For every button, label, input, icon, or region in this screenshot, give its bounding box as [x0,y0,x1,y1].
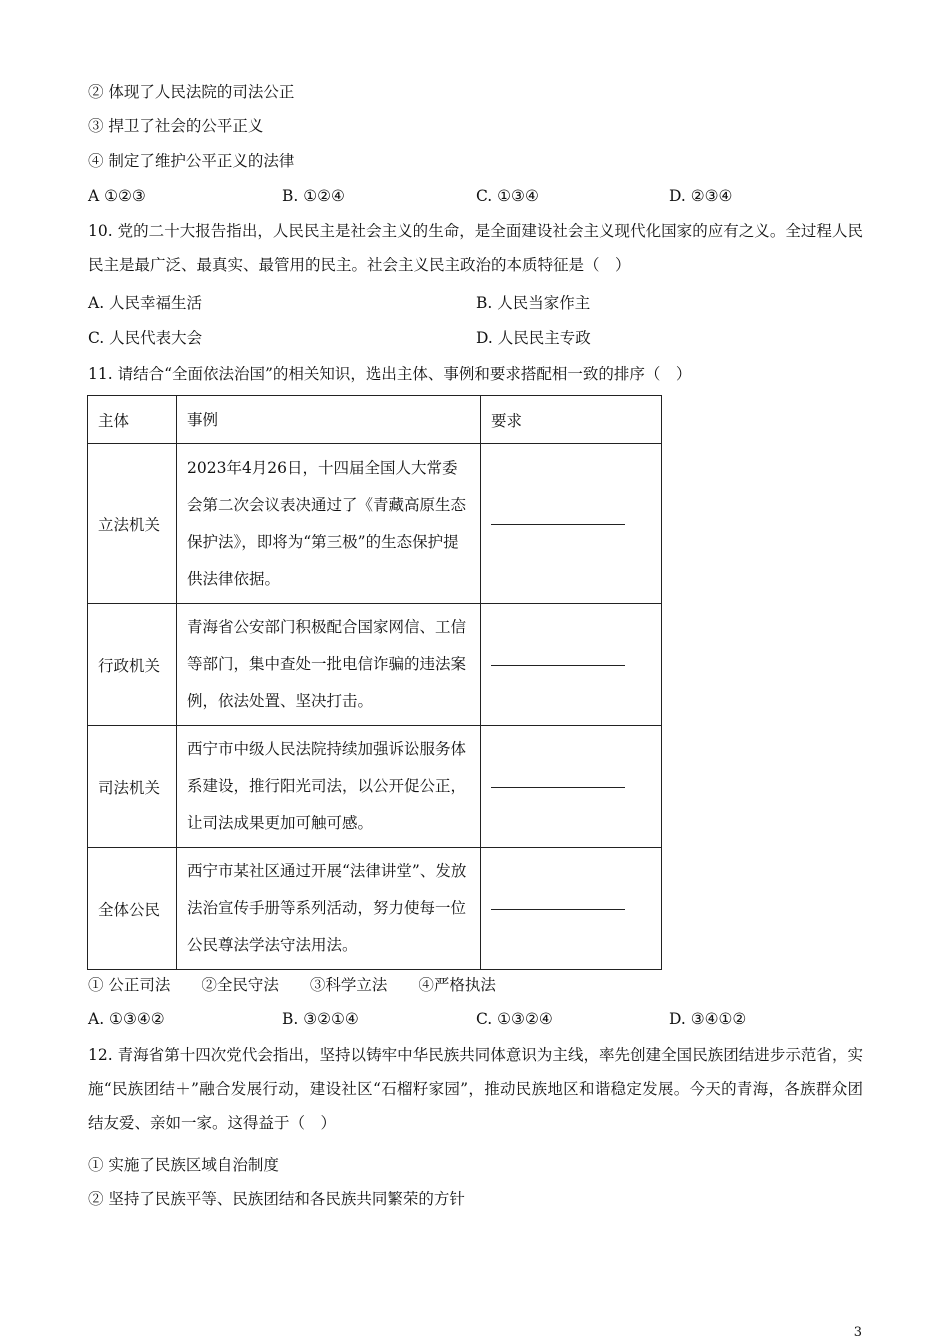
prev-item-3: ③ 捍卫了社会的公平正义 [88,117,264,135]
q10-option-a: A. 人民幸福生活 [88,294,203,312]
q12-item-2: ② 坚持了民族平等、民族团结和各民族共同繁荣的方针 [88,1190,465,1208]
prev-option-d: D. ②③④ [669,187,733,205]
table-row [88,848,662,970]
q10-option-c: C. 人民代表大会 [88,329,203,347]
prev-option-a: A ①②③ [88,187,146,205]
prev-item-2: ② 体现了人民法院的司法公正 [88,83,295,101]
row-subject: 行政机关 [88,604,177,726]
q11-option-a: A. ①③④② [88,1010,165,1028]
row-event: 西宁市中级人民法院持续加强诉讼服务体系建设，推行阳光司法，以公开促公正，让司法成果更加可触可感。 [177,726,481,848]
row-event: 西宁市某社区通过开展“法律讲堂”、发放法治宣传手册等系列活动，努力使每一位公民尊法学法守法用法。 [177,848,481,970]
row-requirement-blank [481,848,662,970]
q12-item-1: ① 实施了民族区域自治制度 [88,1156,279,1174]
header-event: 事例 [177,396,481,444]
table-row [88,726,662,848]
page-number: 3 [853,1325,862,1340]
q11-option-c: C. ①③②④ [476,1010,553,1028]
row-subject: 全体公民 [88,848,177,970]
q10-stem: 10. 党的二十大报告指出，人民民主是社会主义的生命，是全面建设社会主义现代化国家的应有之义。全过程人民民主是最广泛、最真实、最管用的民主。社会主义民主政治的本质特征是（ ） [88,222,863,274]
q10-option-d: D. 人民民主专政 [476,329,591,347]
q12-stem: 12. 青海省第十四次党代会指出，坚持以铸牢中华民族共同体意识为主线，率先创建全国民族团结进步示范省，实施“民族团结＋”融合发展行动，建设社区“石榴籽家园”，推动民族地区和谐稳定发展。今天的青海，各族群众团结友爱、亲如一家。这得益于（ ） [88,1046,863,1132]
prev-option-b: B. ①②④ [282,187,345,205]
q11-choices: ① 公正司法 ②全民守法 ③科学立法 ④严格执法 [88,976,496,994]
row-event: 2023年4月26日，十四届全国人大常委会第二次会议表决通过了《青藏高原生态保护法》，即将为“第三极”的生态保护提供法律依据。 [177,444,481,604]
prev-option-c: C. ①③④ [476,187,539,205]
row-requirement-blank [481,444,662,604]
row-requirement-blank [481,726,662,848]
q11-stem: 11. 请结合“全面依法治国”的相关知识，选出主体、事例和要求搭配相一致的排序（ ） [88,365,692,383]
q11-option-b: B. ③②①④ [282,1010,359,1028]
row-event: 青海省公安部门积极配合国家网信、工信等部门，集中查处一批电信诈骗的违法案例，依法处置、坚决打击。 [177,604,481,726]
row-subject: 司法机关 [88,726,177,848]
row-requirement-blank [481,604,662,726]
table-row [88,444,662,604]
q11-table [87,395,662,970]
table-row [88,604,662,726]
q11-option-d: D. ③④①② [669,1010,747,1028]
header-subject: 主体 [88,396,177,444]
row-subject: 立法机关 [88,444,177,604]
header-requirement: 要求 [481,396,662,444]
q10-option-b: B. 人民当家作主 [476,294,591,312]
prev-item-4: ④ 制定了维护公平正义的法律 [88,152,295,170]
table-header-row [88,396,662,444]
